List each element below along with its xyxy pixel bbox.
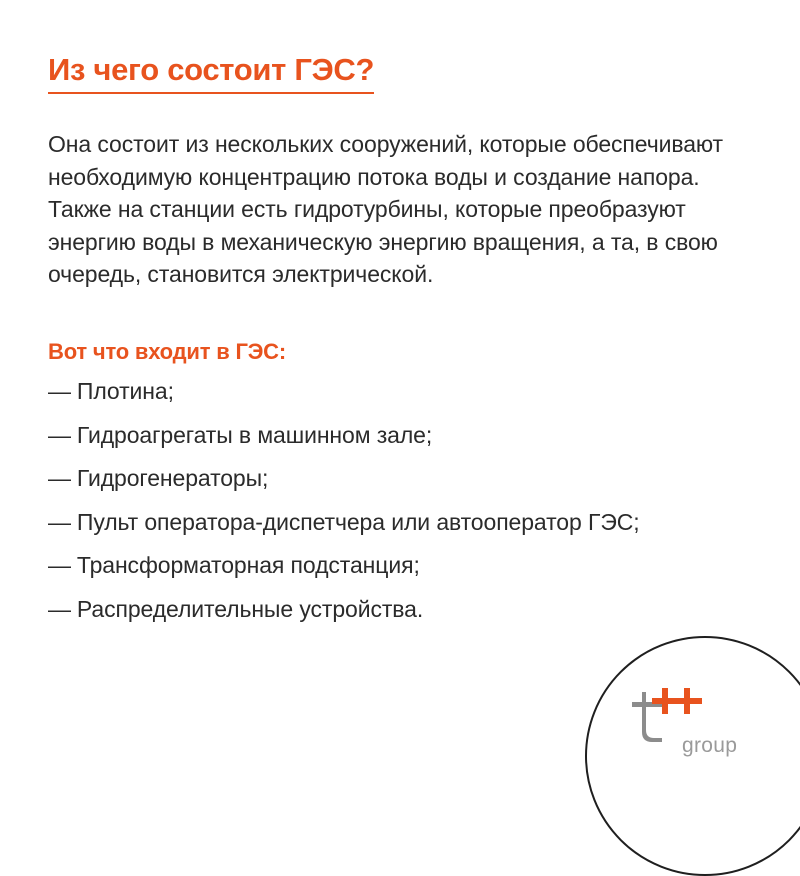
list-item-label: Пульт оператора-диспетчера или автооператор ГЭС;: [76, 508, 640, 535]
intro-paragraph: Она состоит из нескольких сооружений, которые обеспечивают необходимую концентрацию потока воды и создание напора. Также на станции есть гидротурбины, которые преобразуют энергию воды в механическую энергию вращения, а та, в свою очередь, становится электрической.: [48, 131, 723, 287]
list-dash: —: [48, 595, 71, 622]
list-item-label: Трансформаторная подстанция;: [76, 552, 420, 578]
list-dash: —: [48, 421, 71, 448]
list-item: [48, 463, 640, 507]
list-item: [48, 550, 640, 594]
list-item: [48, 507, 640, 551]
list-item: [48, 594, 640, 638]
list-item: [48, 376, 640, 420]
logo-text: group: [682, 734, 738, 757]
list-dash: —: [48, 378, 71, 404]
list-item-label: Плотина;: [76, 378, 174, 404]
list-item-label: Гидрогенераторы;: [76, 465, 269, 491]
components-heading: Вот что входит в ГЭС:: [48, 339, 286, 364]
list-item-label: Распределительные устройства.: [76, 595, 424, 622]
list-item: [48, 420, 640, 464]
list-dash: —: [48, 465, 71, 491]
page-title: Из чего состоит ГЭС?: [48, 50, 374, 94]
logo-plus-1-h: [652, 698, 676, 704]
list-dash: —: [48, 508, 71, 535]
list-dash: —: [48, 552, 71, 578]
components-list: [48, 376, 640, 637]
logo-plus-2-h: [674, 698, 702, 704]
list-item-label: Гидроагрегаты в машинном зале;: [76, 421, 433, 448]
